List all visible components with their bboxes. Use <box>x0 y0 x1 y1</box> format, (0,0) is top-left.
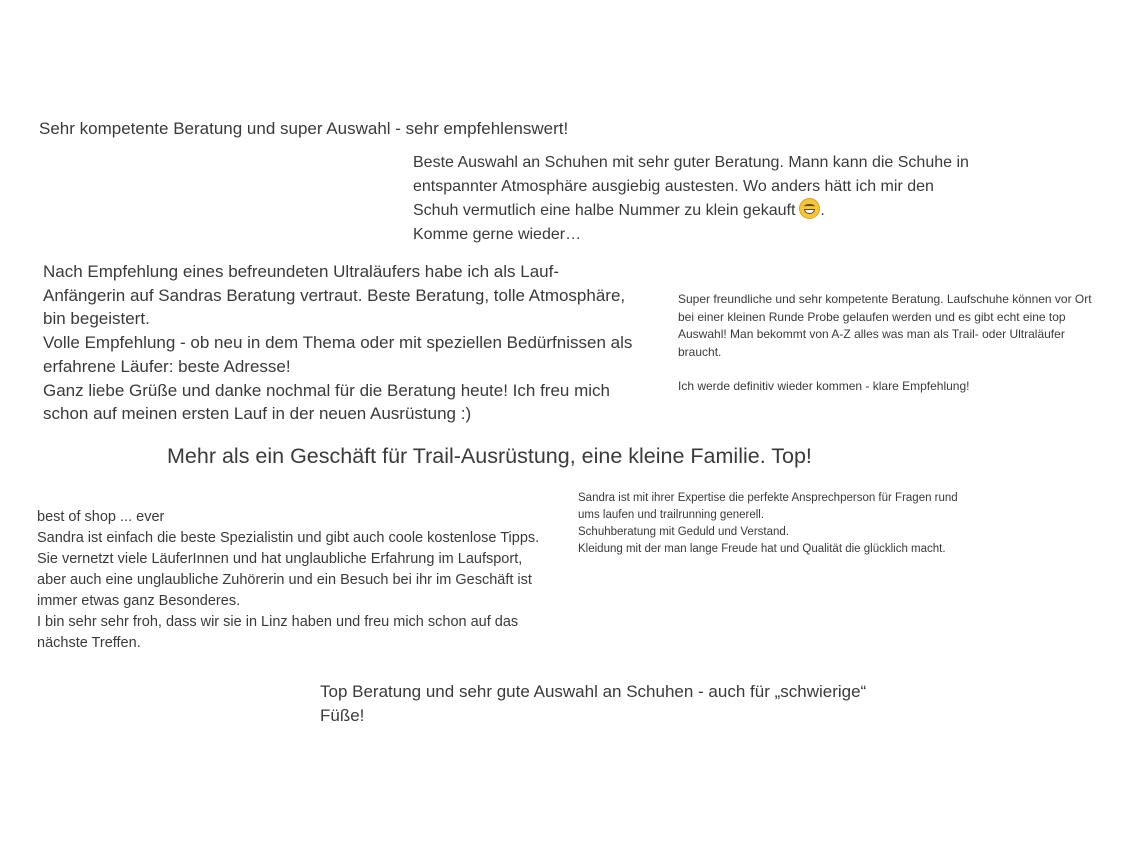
review-text-line: Sandra ist einfach die beste Spezialistin und gibt auch coole kostenlose Tipps. <box>37 530 540 546</box>
review-text-line: nächste Treffen. <box>37 635 141 651</box>
review-8 <box>320 680 866 728</box>
review-text-line: braucht. <box>678 344 722 359</box>
review-text-line: Auswahl! Man bekommt von A-Z alles was man als Trail- oder Ultraläufer <box>678 327 1065 341</box>
review-text-segment: . <box>820 202 825 219</box>
review-text-line: ums laufen und trailrunning generell. <box>578 509 765 521</box>
review-text-line: best of shop ... ever <box>37 509 165 525</box>
review-text-line: Ganz liebe Grüße und danke nochmal für die Beratung heute! Ich freu mich <box>43 380 610 400</box>
review-text-line: Komme gerne wieder… <box>413 225 582 243</box>
review-text-line: I bin sehr sehr froh, dass wir sie in Linz haben und freu mich schon auf das <box>37 614 519 630</box>
review-text-line: Sehr kompetente Beratung und super Auswahl - sehr empfehlenswert! <box>39 119 569 138</box>
review-6 <box>37 507 539 654</box>
review-text-line: Volle Empfehlung - ob neu in dem Thema oder mit speziellen Bedürfnissen als <box>43 333 633 353</box>
review-7 <box>578 490 958 558</box>
review-1 <box>39 118 568 140</box>
review-text-line: erfahrene Läufer: beste Adresse! <box>43 356 291 376</box>
grinning-sweat-face-icon <box>799 198 820 219</box>
review-text-line: bei einer kleinen Runde Probe gelaufen werden und es gibt echt eine top <box>678 309 1066 324</box>
review-text-line: Beste Auswahl an Schuhen mit sehr guter Beratung. Mann kann die Schuhe in <box>413 154 969 171</box>
review-4 <box>678 291 1092 396</box>
review-text-line: Füße! <box>320 706 365 725</box>
review-text-line: immer etwas ganz Besonderes. <box>37 593 241 609</box>
review-text-line: Sandra ist mit ihrer Expertise die perfekte Ansprechperson für Fragen rund <box>578 492 958 504</box>
review-text-line: Super freundliche und sehr kompetente Beratung. Laufschuhe können vor Ort <box>678 292 1092 306</box>
review-text-line: Sie vernetzt viele LäuferInnen und hat unglaubliche Erfahrung im Laufsport, <box>37 551 523 567</box>
review-3 <box>43 260 632 426</box>
review-text-line: Mehr als ein Geschäft für Trail-Ausrüstung, eine kleine Familie. Top! <box>167 444 812 468</box>
review-text-line: bin begeistert. <box>43 309 150 329</box>
review-text-line: Nach Empfehlung eines befreundeten Ultraläufers habe ich als Lauf- <box>43 262 559 281</box>
review-text-line <box>413 198 969 223</box>
review-5 <box>167 443 812 470</box>
review-text-line: entspannter Atmosphäre ausgiebig austesten. Wo anders hätt ich mir den <box>413 177 934 195</box>
review-text-line: aber auch eine unglaubliche Zuhörerin und ein Besuch bei ihr im Geschäft ist <box>37 572 532 588</box>
review-2 <box>413 151 969 246</box>
review-text-line: schon auf meinen ersten Lauf in der neuen Ausrüstung :) <box>43 404 472 424</box>
review-text-line: Anfängerin auf Sandras Beratung vertraut. Beste Beratung, tolle Atmosphäre, <box>43 285 626 305</box>
paragraph-gap <box>678 361 1092 378</box>
review-text-segment: Schuh vermutlich eine halbe Nummer zu klein gekauft <box>413 202 796 219</box>
review-text-line: Ich werde definitiv wieder kommen - klare Empfehlung! <box>678 379 970 393</box>
review-text-line: Top Beratung und sehr gute Auswahl an Schuhen - auch für „schwierige“ <box>320 682 867 701</box>
review-text-line: Schuhberatung mit Geduld und Verstand. <box>578 526 789 538</box>
review-text-line: Kleidung mit der man lange Freude hat und Qualität die glücklich macht. <box>578 543 946 555</box>
